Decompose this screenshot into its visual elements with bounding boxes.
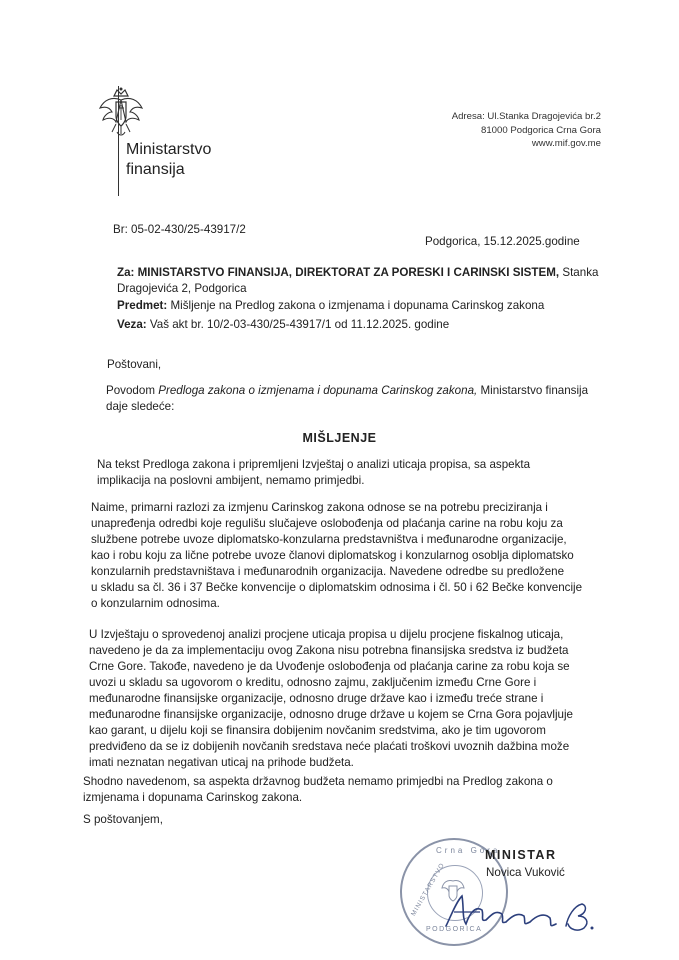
p3-line: kao garant, u dijelu koji se finansira dobijenim novčanim sredstvima, ako je tim ugovorom xyxy=(89,724,546,737)
p3-line: predviđeno da se iz dobijenih novčanih sredstava neće plaćati troškovi uvoznih dažbina može xyxy=(89,740,570,753)
p3-line: međunarodne finansijske organizacije, odnosno druge države u kojem se Crna Gora pojavljuje xyxy=(89,708,573,721)
intro-line-1 xyxy=(106,383,594,399)
reference-number: Br: 05-02-430/25-43917/2 xyxy=(113,223,246,236)
p2-line: Naime, primarni razlozi za izmjenu Carinskog zakona odnose se na potrebu preciziranja i xyxy=(91,501,548,514)
recipient-line xyxy=(117,265,602,281)
recipient-name: MINISTARSTVO FINANSIJA, DIREKTORAT ZA PORESKI I CARINSKI SISTEM, xyxy=(137,266,560,279)
p2-line: službene potrebe uvoze diplomatsko-konzularna predstavništva i međunarodne organizacije, xyxy=(91,533,567,546)
ministry-line-2: finansija xyxy=(126,161,185,178)
opinion-heading: MIŠLJENJE xyxy=(302,431,377,445)
subject-text: Mišljenje na Predlog zakona o izmjenama i dopunama Carinskog zakona xyxy=(170,299,545,312)
recipient-street: Stanka xyxy=(562,266,599,279)
p2-line: o konzularnim odnosima. xyxy=(91,597,220,610)
p2-line: konzularnih predstavništava i međunarodnih organizacija. Navedene odredbe su predložene xyxy=(91,565,565,578)
p2-line: u skladu sa čl. 36 i 37 Bečke konvencije o diplomatskim odnosima i čl. 50 i 62 Bečke konvencije xyxy=(91,581,583,594)
p3-line: navedeno je da za implementaciju ovog Zakona nisu potrebna finansijska sredstva iz budžeta xyxy=(89,644,569,657)
intro-post: Ministarstvo finansija xyxy=(480,384,589,397)
intro-line-2: daje sledeće: xyxy=(106,400,175,413)
intro-pre: Povodom xyxy=(106,384,155,397)
reference-text: Vaš akt br. 10/2-03-430/25-43917/1 od 11.12.2025. godine xyxy=(149,318,450,331)
coat-of-arms-emblem xyxy=(92,86,150,138)
recipient-block xyxy=(117,265,602,333)
address-city: 81000 Podgorica Crna Gora xyxy=(481,124,601,136)
p1-line: Na tekst Predloga zakona i pripremljeni Izvještaj o analizi uticaja propisa, sa aspekta xyxy=(97,458,531,471)
address-block xyxy=(452,110,601,151)
greeting: Poštovani, xyxy=(107,358,162,371)
place-date: Podgorica, 15.12.2025.godine xyxy=(425,235,580,248)
paragraph-2 xyxy=(91,500,591,612)
intro-law-title: Predloga zakona o izmjenama i dopunama Carinskog zakona, xyxy=(158,384,478,397)
veza-label: Veza: xyxy=(117,318,147,331)
p3-line: Crne Gore. Takođe, navedeno je da Uvođenje oslobođenja od plaćanja carine za robu koja se xyxy=(89,660,570,673)
p3-line: imati neznatan negativan uticaj na prihode budžeta. xyxy=(89,756,354,769)
paragraph-3 xyxy=(89,627,589,771)
stamp-left-text: MINISTARSTVO xyxy=(410,861,447,918)
address-website: www.mif.gov.me xyxy=(531,138,601,149)
ministry-name xyxy=(126,140,211,180)
paragraph-1 xyxy=(97,457,587,489)
minister-title: MINISTAR xyxy=(485,848,557,862)
p2-line: kao i robu koju za lične potrebe uvoze članovi diplomatskog i konzularnog osoblja diplomatsko xyxy=(91,549,574,562)
subject-line xyxy=(117,298,602,314)
intro-paragraph xyxy=(106,383,594,415)
p4-line: Shodno navedenom, sa aspekta državnog budžeta nemamo primjedbi na Predlog zakona o xyxy=(83,775,553,788)
p4-line: izmjenama i dopunama Carinskog zakona. xyxy=(83,791,303,804)
closing: S poštovanjem, xyxy=(83,813,163,826)
paragraph-4 xyxy=(83,774,588,806)
minister-name: Novica Vuković xyxy=(486,866,565,879)
recipient-address: Dragojevića 2, Podgorica xyxy=(117,282,247,295)
p3-line: U Izvještaju o sprovedenoj analizi procjene uticaja propisa u dijelu procjene fiskalnog uticaja, xyxy=(89,628,564,641)
stamp-top-text: Crna Gora xyxy=(436,846,501,855)
p3-line: međunarodne finansijske organizacije, odnosno druge države kao i između treće strane i xyxy=(89,692,544,705)
p1-line: implikacija na poslovni ambijent, nemamo primjedbi. xyxy=(97,474,365,487)
address-street: Adresa: Ul.Stanka Dragojevića br.2 xyxy=(451,111,601,122)
p2-line: unapređenja odredbi koje regulišu slučajeve oslobođenja od plaćanja carine na robu koju za xyxy=(91,517,563,530)
reference-line xyxy=(117,317,602,333)
p3-line: uvozi u skladu sa ugovorom o kreditu, odnosno zajmu, zaključenim između Crne Gore i xyxy=(89,676,537,689)
predmet-label: Predmet: xyxy=(117,299,168,312)
handwritten-signature xyxy=(440,888,600,938)
stamp-bottom-text: PODGORICA xyxy=(426,926,483,933)
za-label: Za: xyxy=(117,266,135,279)
ministry-line-1: Ministarstvo xyxy=(126,141,212,158)
